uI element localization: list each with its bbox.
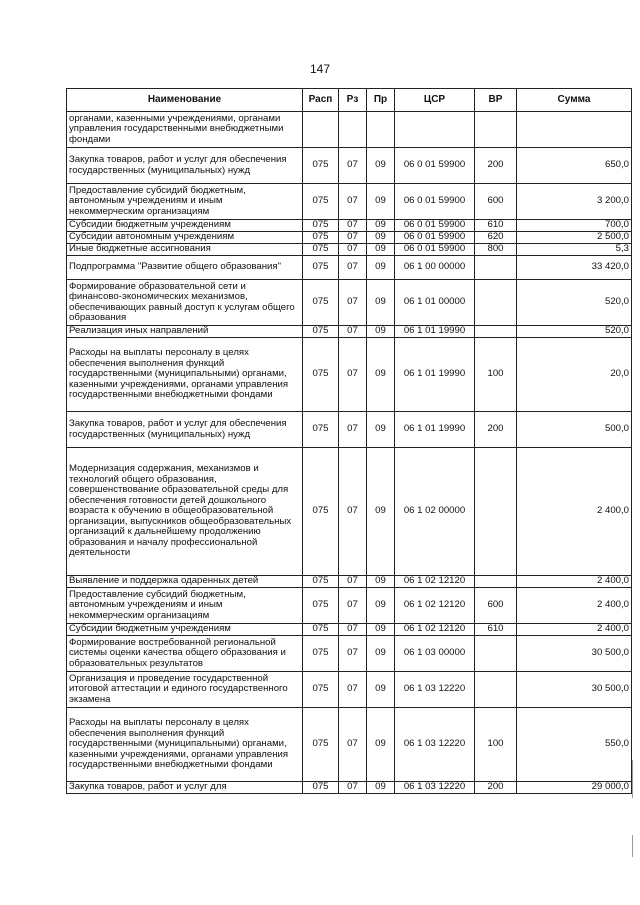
cell-sum: 500,0 xyxy=(517,412,632,448)
cell-rasp: 075 xyxy=(303,588,339,624)
table-row xyxy=(67,112,632,148)
table-row xyxy=(67,280,632,326)
cell-pr: 09 xyxy=(367,184,395,220)
cell-csr: 06 1 03 12220 xyxy=(395,782,475,794)
cell-pr: 09 xyxy=(367,576,395,588)
cell-rz: 07 xyxy=(339,280,367,326)
cell-pr: 09 xyxy=(367,326,395,338)
cell-vr: 100 xyxy=(475,708,517,782)
cell-sum: 2 500,0 xyxy=(517,232,632,244)
cell-vr xyxy=(475,448,517,576)
cell-sum: 2 400,0 xyxy=(517,624,632,636)
table-row xyxy=(67,184,632,220)
table-row xyxy=(67,576,632,588)
cell-csr xyxy=(395,112,475,148)
cell-sum: 550,0 xyxy=(517,708,632,782)
cell-sum: 520,0 xyxy=(517,280,632,326)
cell-vr xyxy=(475,256,517,280)
cell-name: Закупка товаров, работ и услуг для обеспечения государственных (муниципальных) нужд xyxy=(67,148,303,184)
scan-edge-line xyxy=(632,760,633,798)
table-header-row xyxy=(67,89,632,112)
cell-name: Иные бюджетные ассигнования xyxy=(67,244,303,256)
cell-rasp: 075 xyxy=(303,782,339,794)
table-body xyxy=(67,112,632,794)
cell-csr: 06 1 01 19990 xyxy=(395,412,475,448)
cell-sum: 2 400,0 xyxy=(517,588,632,624)
cell-sum: 650,0 xyxy=(517,148,632,184)
cell-name: органами, казенными учреждениями, органами управления государственными внебюджетными фондами xyxy=(67,112,303,148)
table-row xyxy=(67,256,632,280)
cell-rasp: 075 xyxy=(303,256,339,280)
table-row xyxy=(67,148,632,184)
cell-pr: 09 xyxy=(367,672,395,708)
cell-csr: 06 0 01 59900 xyxy=(395,184,475,220)
cell-name: Закупка товаров, работ и услуг для xyxy=(67,782,303,794)
cell-rz: 07 xyxy=(339,576,367,588)
cell-name: Субсидии бюджетным учреждениям xyxy=(67,220,303,232)
cell-rz: 07 xyxy=(339,672,367,708)
cell-name: Расходы на выплаты персоналу в целях обеспечения выполнения функций государственными (муниципальными) органами, казенными учреждениями, органами управления государственными внебюджетными фондами xyxy=(67,708,303,782)
cell-pr: 09 xyxy=(367,782,395,794)
cell-sum xyxy=(517,112,632,148)
cell-rasp: 075 xyxy=(303,708,339,782)
cell-sum: 29 000,0 xyxy=(517,782,632,794)
cell-csr: 06 1 00 00000 xyxy=(395,256,475,280)
cell-sum: 2 400,0 xyxy=(517,576,632,588)
table-row xyxy=(67,636,632,672)
cell-name: Предоставление субсидий бюджетным, автономным учреждениям и иным некоммерческим организациям xyxy=(67,184,303,220)
cell-rz: 07 xyxy=(339,148,367,184)
table-row xyxy=(67,338,632,412)
cell-rz: 07 xyxy=(339,220,367,232)
table-row xyxy=(67,244,632,256)
cell-csr: 06 0 01 59900 xyxy=(395,244,475,256)
cell-pr: 09 xyxy=(367,588,395,624)
cell-rasp: 075 xyxy=(303,338,339,412)
cell-rz xyxy=(339,112,367,148)
cell-pr: 09 xyxy=(367,338,395,412)
cell-rz: 07 xyxy=(339,636,367,672)
cell-rasp: 075 xyxy=(303,624,339,636)
cell-csr: 06 1 02 00000 xyxy=(395,448,475,576)
cell-pr: 09 xyxy=(367,636,395,672)
cell-vr: 800 xyxy=(475,244,517,256)
cell-name: Выявление и поддержка одаренных детей xyxy=(67,576,303,588)
table-row xyxy=(67,708,632,782)
cell-rasp: 075 xyxy=(303,412,339,448)
cell-vr: 600 xyxy=(475,184,517,220)
cell-csr: 06 1 01 19990 xyxy=(395,326,475,338)
cell-pr: 09 xyxy=(367,448,395,576)
cell-csr: 06 1 01 00000 xyxy=(395,280,475,326)
cell-csr: 06 1 03 12220 xyxy=(395,672,475,708)
cell-pr xyxy=(367,112,395,148)
column-header-rasp: Расп xyxy=(303,89,339,112)
cell-pr: 09 xyxy=(367,220,395,232)
cell-vr: 200 xyxy=(475,148,517,184)
column-header-rz: Рз xyxy=(339,89,367,112)
cell-rz: 07 xyxy=(339,326,367,338)
column-header-vr: ВР xyxy=(475,89,517,112)
cell-rasp: 075 xyxy=(303,220,339,232)
cell-rasp: 075 xyxy=(303,576,339,588)
cell-csr: 06 1 02 12120 xyxy=(395,624,475,636)
cell-rz: 07 xyxy=(339,588,367,624)
cell-vr xyxy=(475,112,517,148)
page-number: 147 xyxy=(309,62,331,76)
cell-csr: 06 1 03 12220 xyxy=(395,708,475,782)
cell-rz: 07 xyxy=(339,338,367,412)
cell-rasp: 075 xyxy=(303,244,339,256)
cell-rasp: 075 xyxy=(303,636,339,672)
table-row xyxy=(67,624,632,636)
table-row xyxy=(67,588,632,624)
cell-rz: 07 xyxy=(339,624,367,636)
table-row xyxy=(67,672,632,708)
cell-name: Подпрограмма "Развитие общего образования" xyxy=(67,256,303,280)
table-row xyxy=(67,412,632,448)
cell-sum: 700,0 xyxy=(517,220,632,232)
scan-edge-line xyxy=(632,835,633,857)
cell-name: Формирование востребованной региональной системы оценки качества общего образования и образовательных результатов xyxy=(67,636,303,672)
cell-vr xyxy=(475,280,517,326)
table-row xyxy=(67,448,632,576)
cell-vr: 100 xyxy=(475,338,517,412)
cell-vr: 620 xyxy=(475,232,517,244)
cell-csr: 06 1 02 12120 xyxy=(395,576,475,588)
cell-rasp xyxy=(303,112,339,148)
table-row xyxy=(67,232,632,244)
cell-sum: 2 400,0 xyxy=(517,448,632,576)
cell-rasp: 075 xyxy=(303,672,339,708)
cell-vr: 200 xyxy=(475,782,517,794)
cell-rasp: 075 xyxy=(303,148,339,184)
cell-name: Реализация иных направлений xyxy=(67,326,303,338)
cell-name: Организация и проведение государственной итоговой аттестации и единого государственного экзамена xyxy=(67,672,303,708)
cell-rasp: 075 xyxy=(303,448,339,576)
cell-name: Формирование образовательной сети и финансово-экономических механизмов, обеспечивающих равный доступ к услугам общего образования xyxy=(67,280,303,326)
cell-rasp: 075 xyxy=(303,326,339,338)
column-header-sum: Сумма xyxy=(517,89,632,112)
cell-csr: 06 1 01 19990 xyxy=(395,338,475,412)
cell-rasp: 075 xyxy=(303,232,339,244)
cell-csr: 06 0 01 59900 xyxy=(395,232,475,244)
cell-pr: 09 xyxy=(367,280,395,326)
cell-csr: 06 1 02 12120 xyxy=(395,588,475,624)
table-row xyxy=(67,220,632,232)
cell-pr: 09 xyxy=(367,708,395,782)
table-row xyxy=(67,326,632,338)
cell-csr: 06 0 01 59900 xyxy=(395,148,475,184)
cell-rz: 07 xyxy=(339,244,367,256)
cell-rz: 07 xyxy=(339,708,367,782)
cell-csr: 06 1 03 00000 xyxy=(395,636,475,672)
cell-pr: 09 xyxy=(367,624,395,636)
cell-sum: 5,3 xyxy=(517,244,632,256)
cell-pr: 09 xyxy=(367,232,395,244)
cell-vr: 610 xyxy=(475,220,517,232)
cell-name: Предоставление субсидий бюджетным, автономным учреждениям и иным некоммерческим организациям xyxy=(67,588,303,624)
cell-rz: 07 xyxy=(339,412,367,448)
column-header-pr: Пр xyxy=(367,89,395,112)
cell-sum: 30 500,0 xyxy=(517,672,632,708)
cell-vr xyxy=(475,576,517,588)
cell-rz: 07 xyxy=(339,184,367,220)
cell-rasp: 075 xyxy=(303,280,339,326)
budget-table xyxy=(66,88,632,794)
cell-vr xyxy=(475,636,517,672)
cell-sum: 33 420,0 xyxy=(517,256,632,280)
cell-name: Субсидии автономным учреждениям xyxy=(67,232,303,244)
cell-pr: 09 xyxy=(367,148,395,184)
table-row xyxy=(67,782,632,794)
cell-rz: 07 xyxy=(339,448,367,576)
cell-vr xyxy=(475,326,517,338)
cell-vr: 600 xyxy=(475,588,517,624)
cell-name: Модернизация содержания, механизмов и технологий общего образования, совершенствование образовательной среды для обеспечения готовности детей дошкольного возраста к обучению в общеобразовательной организации, выпускников общеобразовательных организаций к дальнейшему продолжению образования и началу профессиональной деятельности xyxy=(67,448,303,576)
cell-sum: 30 500,0 xyxy=(517,636,632,672)
cell-vr xyxy=(475,672,517,708)
cell-rz: 07 xyxy=(339,782,367,794)
column-header-csr: ЦСР xyxy=(395,89,475,112)
cell-name: Субсидии бюджетным учреждениям xyxy=(67,624,303,636)
cell-sum: 20,0 xyxy=(517,338,632,412)
cell-rasp: 075 xyxy=(303,184,339,220)
cell-vr: 610 xyxy=(475,624,517,636)
cell-csr: 06 0 01 59900 xyxy=(395,220,475,232)
cell-rz: 07 xyxy=(339,256,367,280)
cell-pr: 09 xyxy=(367,256,395,280)
cell-sum: 520,0 xyxy=(517,326,632,338)
cell-pr: 09 xyxy=(367,412,395,448)
cell-pr: 09 xyxy=(367,244,395,256)
cell-sum: 3 200,0 xyxy=(517,184,632,220)
column-header-name: Наименование xyxy=(67,89,303,112)
cell-rz: 07 xyxy=(339,232,367,244)
cell-name: Расходы на выплаты персоналу в целях обеспечения выполнения функций государственными (муниципальными) органами, казенными учреждениями, органами управления государственными внебюджетными фондами xyxy=(67,338,303,412)
cell-vr: 200 xyxy=(475,412,517,448)
cell-name: Закупка товаров, работ и услуг для обеспечения государственных (муниципальных) нужд xyxy=(67,412,303,448)
